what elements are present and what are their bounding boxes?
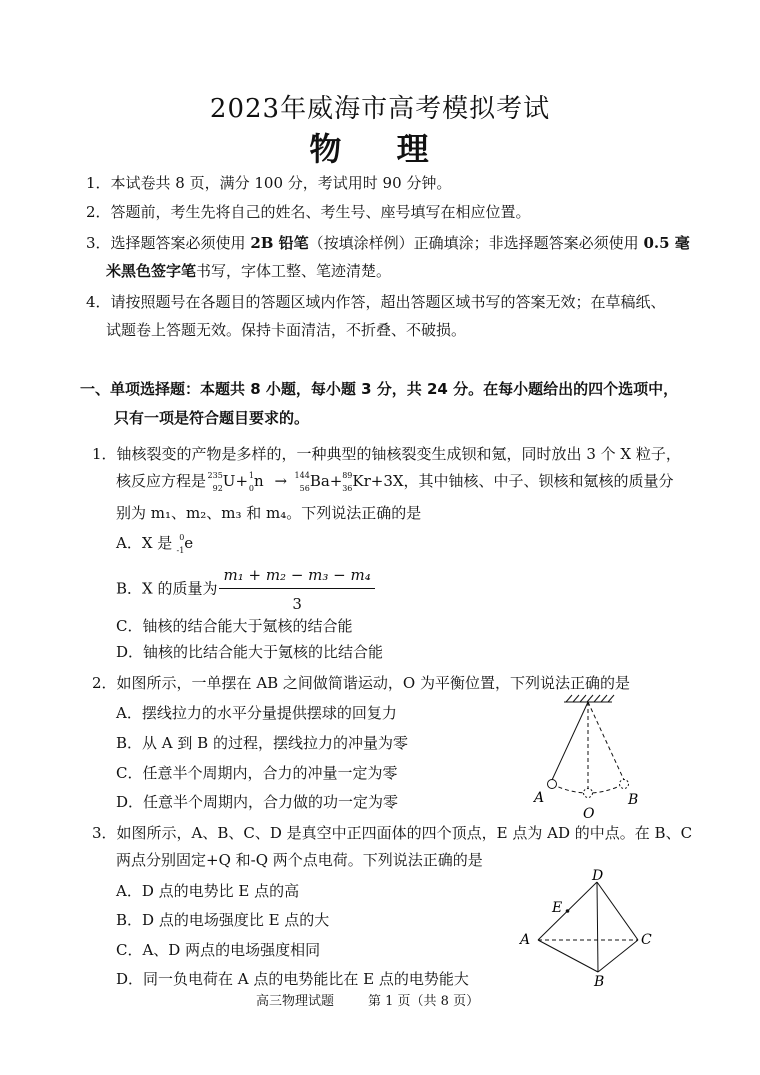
q3-option-c: C．A、D 两点的电场强度相同 — [116, 941, 321, 959]
footer-subject: 高三物理试题 — [256, 994, 335, 1009]
q2-stem: 2．如图所示，一单摆在 AB 之间做简谐运动，O 为平衡位置，下列说法正确的是 — [92, 674, 631, 692]
note-2: 2．答题前，考生先将自己的姓名、考生号、座号填写在相应位置。 — [86, 203, 531, 221]
note-3-text-c: （按填涂样例）正确填涂；非选择题答案必须使用 — [308, 234, 644, 252]
label-b: B — [628, 792, 639, 808]
q2-option-b: B．从 A 到 B 的过程，摆线拉力的冲量为零 — [116, 734, 408, 752]
label-a: A — [534, 790, 545, 806]
note-3 — [86, 232, 690, 254]
edge-db — [597, 882, 598, 972]
fraction-numerator: m₁ + m₂ − m₃ − m₄ — [219, 564, 374, 589]
n-charge: 0 — [248, 484, 255, 493]
note-3-bold-black-pen: 米黑色签字笔 — [106, 262, 197, 280]
q1-option-b-fraction — [219, 564, 374, 615]
e-symbol: e — [184, 534, 194, 552]
exam-subject: 物 理 — [309, 130, 451, 168]
kr-symbol: Kr+3X — [352, 472, 404, 490]
q2-option-c: C．任意半个周期内，合力的冲量一定为零 — [116, 764, 398, 782]
q1-e-nuclide — [172, 533, 184, 555]
label-c: C — [641, 932, 652, 948]
ceiling-support — [564, 695, 614, 702]
u-charge: 92 — [212, 484, 223, 493]
fraction-denominator: 3 — [292, 595, 302, 613]
u-mass: 235 — [207, 471, 223, 480]
ba-symbol: Ba+ — [309, 472, 343, 490]
e-mass: 0 — [179, 533, 185, 542]
string-a — [552, 702, 588, 780]
kr-mass: 89 — [342, 471, 353, 480]
bob-b — [620, 780, 629, 789]
q1-option-d: D．铀核的比结合能大于氪核的比结合能 — [116, 643, 384, 661]
edge-ab — [538, 940, 598, 972]
note-1: 1．本试卷共 8 页，满分 100 分，考试用时 90 分钟。 — [86, 174, 452, 192]
q2-option-a: A．摆线拉力的水平分量提供摆球的回复力 — [116, 704, 397, 722]
reaction-arrow: → — [274, 472, 288, 490]
q1-option-c: C．铀核的结合能大于氪核的结合能 — [116, 617, 353, 635]
note-4: 4．请按照题号在各题目的答题区域内作答，超出答题区域书写的答案无效；在草稿纸、 — [86, 293, 666, 311]
label-b: B — [594, 974, 605, 990]
q1-stem-2 — [116, 470, 674, 493]
note-3-bold-pencil: 2B 铅笔 — [250, 234, 309, 252]
section1-heading: 一、单项选择题：本题共 8 小题，每小题 3 分，共 24 分。在每小题给出的四个选项中， — [80, 380, 679, 398]
q1-option-a — [116, 532, 193, 555]
q2-option-d: D．任意半个周期内，合力做的功一定为零 — [116, 793, 399, 811]
label-e: E — [552, 900, 563, 916]
point-e — [566, 909, 570, 913]
q1-ba-nuclide — [294, 471, 310, 493]
kr-charge: 36 — [342, 484, 353, 493]
exam-title: 2023年威海市高考模拟考试 — [209, 94, 551, 124]
q1-stem-1: 1．铀核裂变的产物是多样的，一种典型的铀核裂变生成钡和氪，同时放出 3 个 X 粒子， — [92, 445, 681, 463]
label-d: D — [592, 868, 604, 884]
note-3-text-d: 书写，字体工整、笔迹清楚。 — [196, 262, 392, 280]
q1-stem-2a: 核反应方程是 — [116, 472, 207, 490]
edge-cb — [598, 940, 638, 972]
ba-charge: 56 — [299, 484, 310, 493]
pendulum-figure — [520, 692, 670, 822]
tetrahedron-figure — [510, 868, 670, 992]
q3-option-a: A．D 点的电势比 E 点的高 — [116, 882, 300, 900]
note-4-cont: 试题卷上答题无效。保持卡面清洁，不折叠、不破损。 — [106, 321, 467, 339]
q1-option-b — [116, 564, 375, 615]
q1-u-nuclide — [207, 471, 223, 493]
q3-option-b: B．D 点的电场强度比 E 点的大 — [116, 911, 330, 929]
label-a: A — [520, 932, 531, 948]
q1-option-b-text: B．X 的质量为 — [116, 579, 218, 598]
edge-dc — [597, 882, 638, 940]
note-3-text-a: 3．选择题答案必须使用 — [86, 234, 251, 252]
note-3-bold-pen: 0.5 毫 — [643, 234, 690, 252]
q1-kr-nuclide — [342, 471, 352, 493]
u-symbol: U+ — [222, 472, 249, 490]
q3-option-d: D．同一负电荷在 A 点的电势能比在 E 点的电势能大 — [116, 970, 469, 988]
n-mass: 1 — [248, 471, 255, 480]
n-symbol: n — [254, 472, 264, 490]
q1-option-a-text: A．X 是 — [116, 534, 173, 552]
label-o: O — [583, 806, 595, 822]
q3-stem-1: 3．如图所示，A、B、C、D 是真空中正四面体的四个顶点，E 点为 AD 的中点。在 B、C — [92, 824, 693, 842]
q1-stem-3: 别为 m₁、m₂、m₃ 和 m₄。下列说法正确的是 — [116, 504, 422, 522]
note-3-cont — [106, 260, 391, 282]
q1-n-nuclide — [248, 471, 254, 493]
q1-stem-2b: ，其中铀核、中子、钡核和氪核的质量分 — [403, 472, 674, 490]
string-b — [588, 702, 624, 780]
ba-mass: 144 — [294, 471, 310, 480]
bob-o — [584, 789, 593, 798]
bob-a — [548, 780, 557, 789]
section1-heading-cont: 只有一项是符合题目要求的。 — [114, 409, 310, 427]
e-charge: -1 — [176, 546, 185, 555]
q3-stem-2: 两点分别固定+Q 和-Q 两个点电荷。下列说法正确的是 — [116, 851, 483, 869]
footer-page: 第 1 页（共 8 页） — [368, 994, 480, 1009]
